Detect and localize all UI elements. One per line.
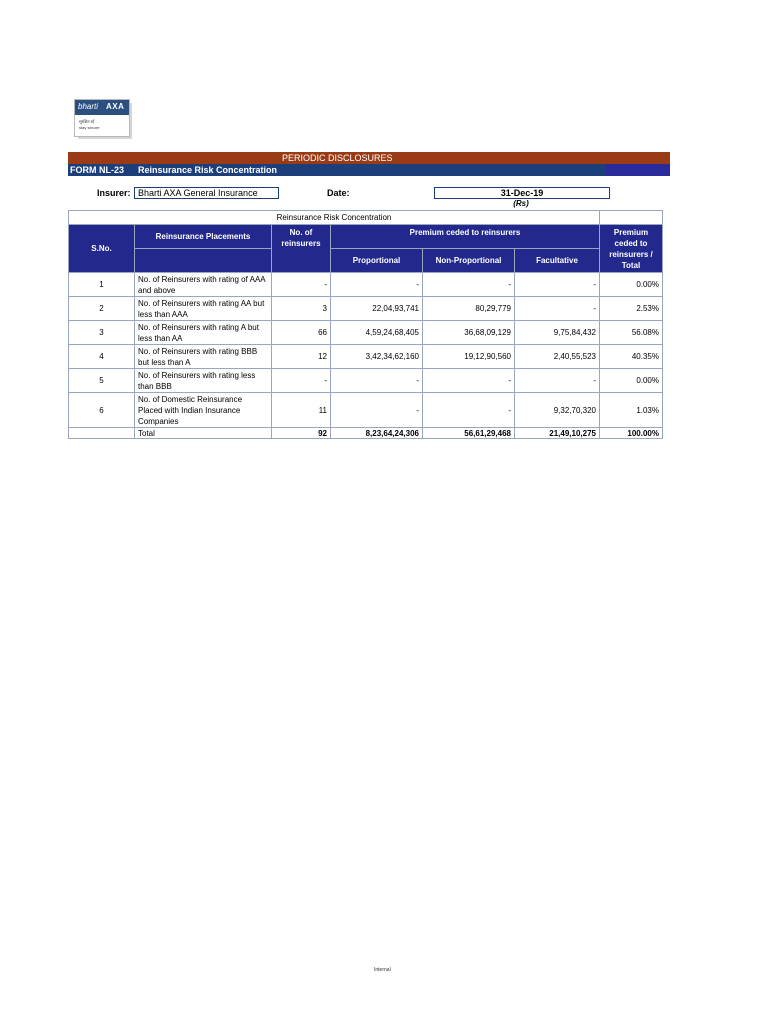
- cell-facultative: -: [515, 273, 600, 297]
- table-header-row-2: [69, 249, 663, 273]
- periodic-disclosures-band: [68, 152, 670, 164]
- logo-brand-name: bharti: [78, 102, 99, 111]
- cell-nonproportional: 19,12,90,560: [423, 345, 515, 369]
- cell-proportional: 22,04,93,741: [331, 297, 423, 321]
- cell-share: 56.08%: [600, 321, 663, 345]
- cell-reinsurers: -: [272, 369, 331, 393]
- cell-nonproportional: -: [423, 369, 515, 393]
- cell-proportional: 4,59,24,68,405: [331, 321, 423, 345]
- cell-placement: No. of Reinsurers with rating less than BBB: [135, 369, 272, 393]
- cell-share: 0.00%: [600, 273, 663, 297]
- cell-proportional: -: [331, 393, 423, 428]
- cell-reinsurers: 3: [272, 297, 331, 321]
- cell-share: 0.00%: [600, 369, 663, 393]
- cell-total-proportional: 8,23,64,24,306: [331, 428, 423, 439]
- cell-share: 1.03%: [600, 393, 663, 428]
- logo-box: [74, 99, 130, 137]
- cell-sno: 4: [69, 345, 135, 369]
- logo-brand-bar: [75, 100, 129, 115]
- header-nonproportional: Non-Proportional: [423, 249, 515, 273]
- cell-sno: 1: [69, 273, 135, 297]
- header-placements: Reinsurance Placements: [135, 225, 272, 249]
- logo-axa-mark: AXA: [106, 102, 125, 111]
- table-caption-row: [69, 211, 663, 225]
- cell-facultative: -: [515, 369, 600, 393]
- cell-proportional: 3,42,34,62,160: [331, 345, 423, 369]
- cell-sno: 2: [69, 297, 135, 321]
- cell-total-facultative: 21,49,10,275: [515, 428, 600, 439]
- cell-nonproportional: 36,68,09,129: [423, 321, 515, 345]
- cell-placement: No. of Reinsurers with rating AA but less than AAA: [135, 297, 272, 321]
- cell-reinsurers: 66: [272, 321, 331, 345]
- date-label: Date:: [327, 188, 350, 198]
- cell-nonproportional: 80,29,779: [423, 297, 515, 321]
- cell-facultative: 9,75,84,432: [515, 321, 600, 345]
- cell-total-nonproportional: 56,61,29,468: [423, 428, 515, 439]
- cell-facultative: -: [515, 297, 600, 321]
- cell-share: 2.53%: [600, 297, 663, 321]
- cell-total-reinsurers: 92: [272, 428, 331, 439]
- insurer-label: Insurer:: [97, 188, 131, 198]
- table-row: [69, 393, 663, 428]
- header-proportional: Proportional: [331, 249, 423, 273]
- cell-share: 40.35%: [600, 345, 663, 369]
- cell-placement: No. of Domestic Reinsurance Placed with Indian Insurance Companies: [135, 393, 272, 428]
- table-row: [69, 345, 663, 369]
- form-title: Reinsurance Risk Concentration: [138, 165, 278, 175]
- cell-total-share: 100.00%: [600, 428, 663, 439]
- insurer-field: Bharti AXA General Insurance: [134, 187, 279, 199]
- header-facultative: Facultative: [515, 249, 600, 273]
- reinsurance-table: [68, 210, 663, 439]
- table-row: [69, 297, 663, 321]
- cell-sno: 3: [69, 321, 135, 345]
- header-reinsurers: No. of reinsurers: [272, 225, 331, 273]
- currency-unit: (Rs): [513, 199, 529, 208]
- table-total-row: [69, 428, 663, 439]
- cell-facultative: 2,40,55,523: [515, 345, 600, 369]
- band-accent-block: [606, 164, 670, 176]
- form-code: FORM NL-23: [70, 165, 124, 175]
- cell-reinsurers: 11: [272, 393, 331, 428]
- table-row: [69, 321, 663, 345]
- cell-reinsurers: 12: [272, 345, 331, 369]
- header-premium-share: Premium ceded to reinsurers / Total: [600, 225, 663, 273]
- table-row: [69, 273, 663, 297]
- cell-proportional: -: [331, 369, 423, 393]
- bharti-axa-logo: [74, 99, 132, 139]
- classification-footer: Internal: [374, 967, 391, 973]
- date-field: 31-Dec-19: [434, 187, 610, 199]
- logo-tagline-hindi: सुरक्षित रहें: [79, 119, 95, 124]
- cell-total-label: Total: [135, 428, 272, 439]
- cell-placement: No. of Reinsurers with rating BBB but less than A: [135, 345, 272, 369]
- cell-facultative: 9,32,70,320: [515, 393, 600, 428]
- table-header-row-1: [69, 225, 663, 249]
- cell-proportional: -: [331, 273, 423, 297]
- table-caption: Reinsurance Risk Concentration: [69, 211, 600, 225]
- caption-blank-cell: [600, 211, 663, 225]
- page-title: PERIODIC DISCLOSURES: [282, 153, 393, 163]
- cell-placement: No. of Reinsurers with rating of AAA and above: [135, 273, 272, 297]
- cell-sno: 6: [69, 393, 135, 428]
- cell-placement: No. of Reinsurers with rating A but less than AA: [135, 321, 272, 345]
- cell-sno: 5: [69, 369, 135, 393]
- header-premium-ceded: Premium ceded to reinsurers: [331, 225, 600, 249]
- logo-tagline: stay secure: [79, 125, 100, 130]
- cell-nonproportional: -: [423, 273, 515, 297]
- total-blank-cell: [69, 428, 135, 439]
- header-placements-blank: [135, 249, 272, 273]
- cell-reinsurers: -: [272, 273, 331, 297]
- header-sno: S.No.: [69, 225, 135, 273]
- cell-nonproportional: -: [423, 393, 515, 428]
- form-title-band: [68, 164, 670, 176]
- table-row: [69, 369, 663, 393]
